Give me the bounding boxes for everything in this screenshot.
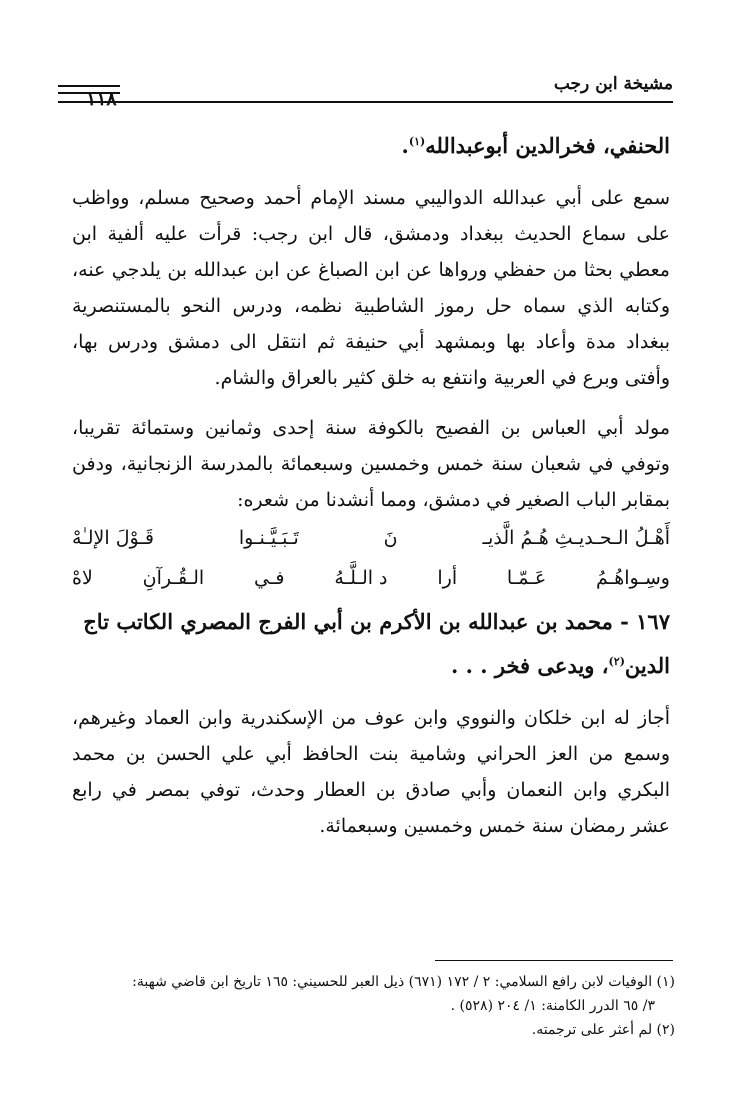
verse-line-1: أَهْـلُ الـحـديـثِ هُـمُ الَّذيـ نَ تَـبَـيَّـنـوا قَـوْلَ الإلـٰهْ <box>72 527 670 549</box>
paragraph-3: أجاز له ابن خلكان والنووي وابن عوف من الإسكندرية وابن العماد وغيرهم، وسمع من العز الحراني وشامية بنت الحافظ أبي علي الحسن بن محمد البكري وابن النعمان وأبي صادق بن العطار وحدث، توفي بمصر في رابع عشر رمضان سنة خمس وخمسين وسبعمائة. <box>72 707 670 837</box>
footnote-1-line-2: ٣/ ٦٥ الدرر الكامنة: ١/ ٢٠٤ (٥٢٨) . <box>450 998 655 1014</box>
entry-167-heading: ١٦٧ - محمد بن عبدالله بن الأكرم بن أبي الفرج المصري الكاتب تاج الدين$^{(٢)}$، ويدعى فخر . . . <box>83 609 670 678</box>
footnote-separator <box>435 960 673 961</box>
footnote-1-line-1: (١) الوفيات لابن رافع السلامي: ٢ / ١٧٢ (٦٧١) ذيل العبر للحسيني: ١٦٥ تاريخ ابن قاضي شهبة: <box>132 974 675 990</box>
page-body <box>72 122 670 844</box>
book-title: مشيخة ابن رجب <box>553 74 673 94</box>
header-rule <box>58 101 673 103</box>
paragraph-2: مولد أبي العباس بن الفصيح بالكوفة سنة إحدى وثمانين وستمائة تقريبا، وتوفي في شعبان سنة خمس وخمسين وسبعمائة بالمدرسة الزنجانية، ودفن بمقابر الباب الصغير في دمشق، ومما أنشدنا من شعره: <box>72 417 670 511</box>
page-number: ١١٨ <box>86 88 117 110</box>
footnotes <box>72 970 675 1042</box>
entry-tail-heading: الحنفي، فخرالدين أبوعبدالله$^{(١)}$. <box>401 133 670 158</box>
footnote-2: (٢) لم أعثر على ترجمته. <box>531 1022 675 1038</box>
paragraph-1: سمع على أبي عبدالله الدواليبي مسند الإمام أحمد وصحيح مسلم، وواظب على سماع الحديث ببغداد ودمشق، قال ابن رجب: قرأت عليه ألفية ابن معطي بحثا من حفظي ورواها عن ابن الصباغ عن ابن عبدالله بن يلدجي عنه، وكتابه الذي سماه حل رموز الشاطبية نظمه، ودرس النحو بالمستنصرية ببغداد مدة وأعاد بها وبمشهد أبي حنيفة ثم انتقل الى دمشق ودرس بها، وأفتى وبرع في العربية وانتفع به خلق كثير بالعراق والشام. <box>72 187 670 389</box>
verse-line-2: وسِـواهُـمُ عَـمّـا أرا د الـلَّـهُ فـي الـقُـرآنِ لاهْ <box>72 567 670 589</box>
header-rule-middle <box>58 92 120 94</box>
footnote-ref-2: (٢) <box>608 655 625 668</box>
header-rule-upper <box>58 85 120 87</box>
running-header <box>58 64 673 110</box>
footnote-ref-1: (١) <box>408 135 426 148</box>
